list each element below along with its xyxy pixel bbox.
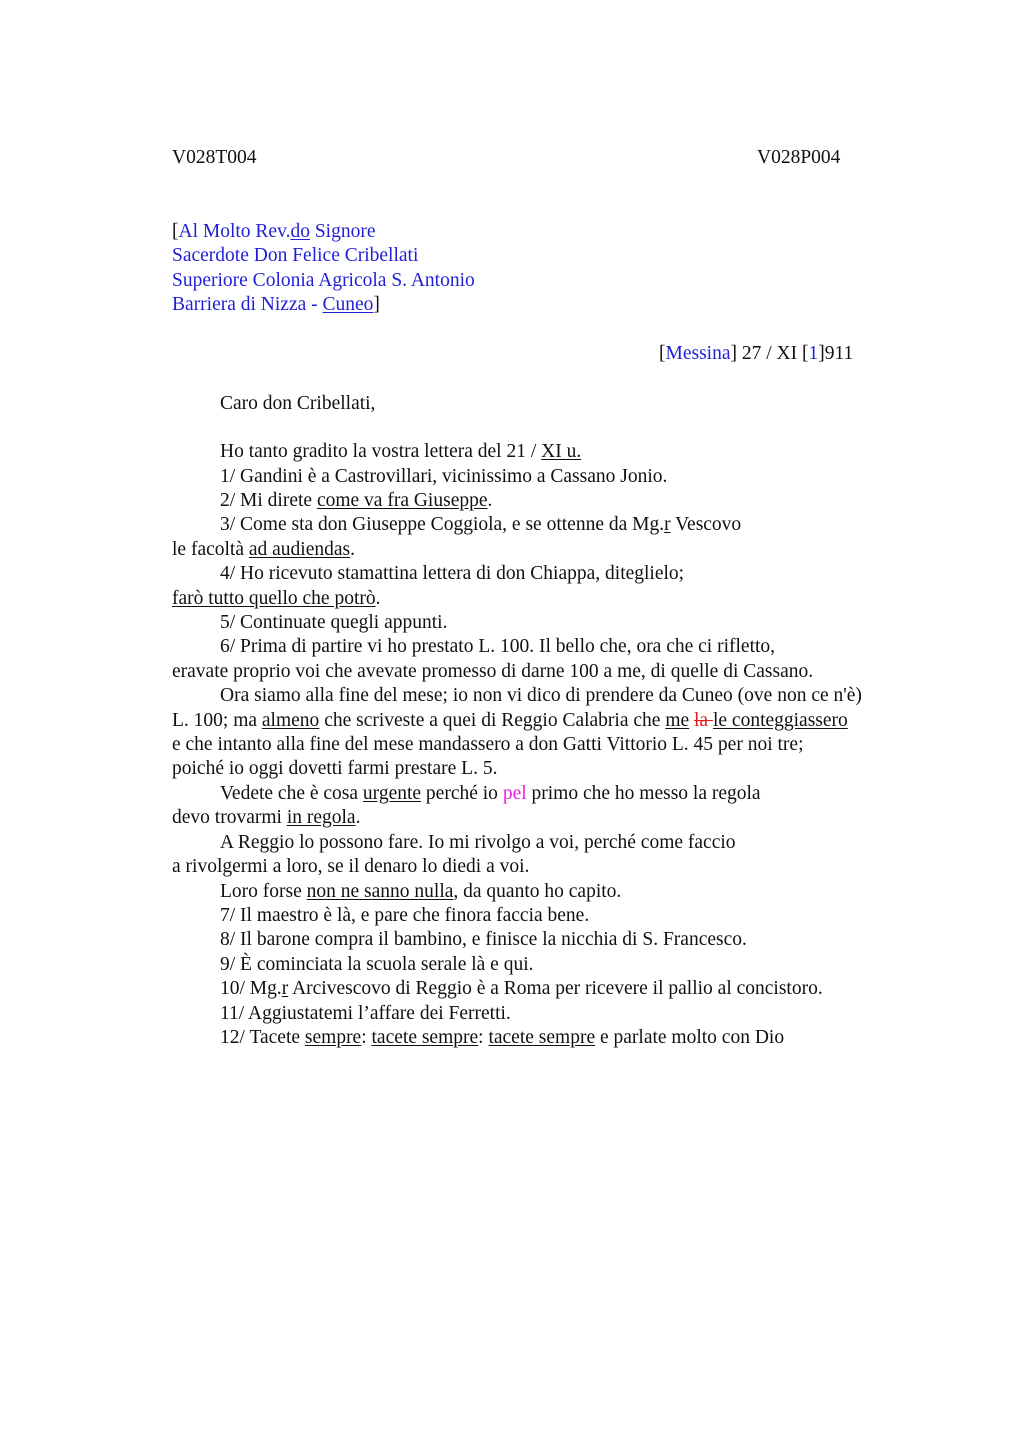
dateline-year-digit: 1 xyxy=(808,343,819,364)
underlined-text: le conteggiassero xyxy=(712,710,848,731)
address-line-4 xyxy=(172,293,380,317)
paragraph-line xyxy=(172,709,848,733)
text-run: Ho tanto gradito la vostra lettera del 21 / xyxy=(220,441,542,462)
underlined-text: in regola xyxy=(286,807,356,828)
text-run: devo trovarmi xyxy=(172,807,287,828)
address-city: Cuneo xyxy=(322,294,374,315)
document-code-right: V028P004 xyxy=(757,147,841,168)
text-run: . xyxy=(487,490,493,511)
list-item-5: 5/ Continuate quegli appunti. xyxy=(220,612,448,633)
body-line xyxy=(220,440,581,464)
paragraph-line xyxy=(220,880,621,904)
list-item-4-cont xyxy=(172,587,380,611)
address-line-2: Sacerdote Don Felice Cribellati xyxy=(172,245,419,266)
dateline xyxy=(659,342,853,366)
text-run: . xyxy=(350,539,356,560)
paragraph-line xyxy=(220,782,761,806)
underlined-text: come va fra Giuseppe xyxy=(316,490,488,511)
text-run: Vescovo xyxy=(670,514,742,535)
paragraph-line: e che intanto alla fine del mese mandassero a don Gatti Vittorio L. 45 per noi tre; xyxy=(172,734,804,755)
underlined-text: tacete sempre xyxy=(371,1027,479,1048)
text-run: : xyxy=(361,1027,372,1048)
bracket-open: [ xyxy=(172,221,179,242)
list-item-3-cont xyxy=(172,538,355,562)
text-run: 12/ Tacete xyxy=(220,1027,305,1048)
underlined-text: non ne sanno nulla xyxy=(306,881,454,902)
underlined-text: tacete sempre xyxy=(488,1027,596,1048)
text-run: che scriveste a quei di Reggio Calabria che xyxy=(319,710,666,731)
list-item-6: 6/ Prima di partire vi ho prestato L. 100. Il bello che, ora che ci rifletto, xyxy=(220,636,776,657)
text-run: Vedete che è cosa xyxy=(220,783,363,804)
deleted-text: la xyxy=(694,710,713,731)
dateline-year: ]911 xyxy=(818,343,854,364)
bracket-close: ] xyxy=(373,294,380,315)
text-run: 2/ Mi direte xyxy=(220,490,317,511)
text-run: perché io xyxy=(421,783,503,804)
underlined-text: me xyxy=(665,710,690,731)
text-run: : xyxy=(478,1027,489,1048)
salutation: Caro don Cribellati, xyxy=(220,393,376,414)
address-text: Barriera di Nizza - xyxy=(172,294,323,315)
dateline-date: ] 27 / XI [ xyxy=(730,343,809,364)
underlined-text: almeno xyxy=(261,710,320,731)
list-item-10 xyxy=(220,977,823,1001)
text-run: 3/ Come sta don Giuseppe Coggiola, e se ottenne da Mg. xyxy=(220,514,665,535)
text-run: L. 100; ma xyxy=(172,710,262,731)
underlined-text: ad audiendas xyxy=(248,539,351,560)
list-item-1: 1/ Gandini è a Castrovillari, vicinissimo a Cassano Jonio. xyxy=(220,466,668,487)
document-code-left: V028T004 xyxy=(172,147,257,168)
paragraph-line: poiché io oggi dovetti farmi prestare L. 5. xyxy=(172,758,498,779)
text-run: e parlate molto con Dio xyxy=(595,1027,785,1048)
text-run: , da quanto ho capito. xyxy=(453,881,622,902)
paragraph-line: Ora siamo alla fine del mese; io non vi dico di prendere da Cuneo (ove non ce n'è) xyxy=(220,685,862,706)
address-superscript: do xyxy=(290,221,310,242)
text-run: primo che ho messo la regola xyxy=(526,783,761,804)
text-run: . xyxy=(375,588,381,609)
list-item-2 xyxy=(220,489,492,513)
text-run: . xyxy=(355,807,361,828)
list-item-9: 9/ È cominciata la scuola serale là e qui. xyxy=(220,954,534,975)
list-item-12 xyxy=(220,1026,784,1050)
underlined-text: r xyxy=(281,978,289,999)
dateline-bracket: [ xyxy=(659,343,666,364)
list-item-8: 8/ Il barone compra il bambino, e finisce la nicchia di S. Francesco. xyxy=(220,929,747,950)
underlined-text: urgente xyxy=(362,783,422,804)
address-text: Al Molto Rev. xyxy=(178,221,291,242)
underlined-text: farò tutto quello che potrò xyxy=(172,588,376,609)
list-item-3 xyxy=(220,513,741,537)
text-run: 10/ Mg. xyxy=(220,978,282,999)
address-line-3: Superiore Colonia Agricola S. Antonio xyxy=(172,270,475,291)
text-run: Arcivescovo di Reggio è a Roma per ricevere il pallio al concistoro. xyxy=(288,978,823,999)
list-item-4: 4/ Ho ricevuto stamattina lettera di don Chiappa, diteglielo; xyxy=(220,563,685,584)
text-run: Loro forse xyxy=(220,881,307,902)
address-line-1 xyxy=(172,220,376,244)
paragraph-line: A Reggio lo possono fare. Io mi rivolgo a voi, perché come faccio xyxy=(220,832,736,853)
list-item-6-cont: eravate proprio voi che avevate promesso di darne 100 a me, di quelle di Cassano. xyxy=(172,661,814,682)
dateline-place: Messina xyxy=(665,343,731,364)
underlined-text: XI u. xyxy=(541,441,582,462)
list-item-11: 11/ Aggiustatemi l’affare dei Ferretti. xyxy=(220,1003,511,1024)
address-text: Signore xyxy=(309,221,376,242)
text-run: le facoltà xyxy=(172,539,249,560)
paragraph-line: a rivolgermi a loro, se il denaro lo diedi a voi. xyxy=(172,856,530,877)
underlined-text: sempre xyxy=(304,1027,362,1048)
highlighted-text: pel xyxy=(502,783,527,804)
paragraph-line xyxy=(172,806,360,830)
underlined-text: r xyxy=(664,514,671,535)
list-item-7: 7/ Il maestro è là, e pare che finora faccia bene. xyxy=(220,905,590,926)
